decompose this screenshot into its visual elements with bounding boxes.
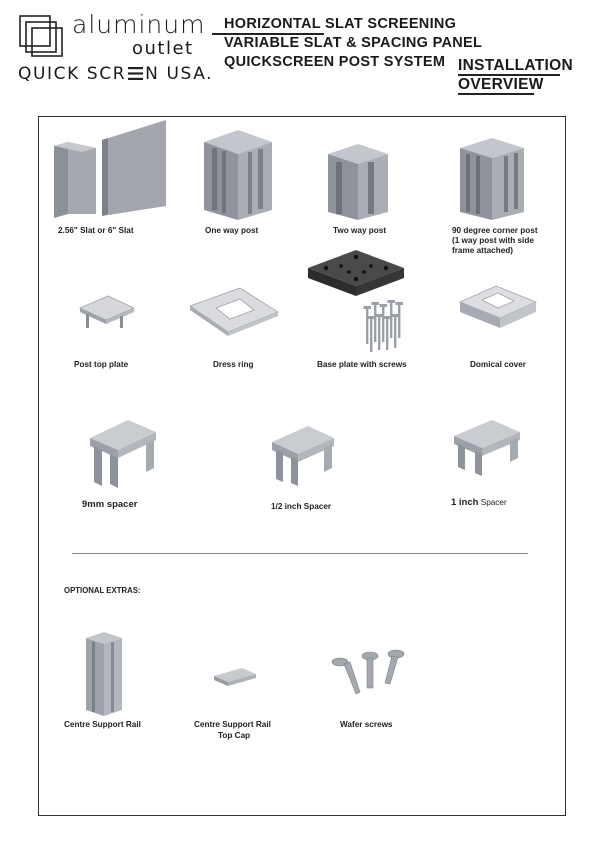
base-plate-illustration <box>304 246 410 354</box>
two-way-post-label: Two way post <box>333 226 387 235</box>
title-line-2: VARIABLE SLAT & SPACING PANEL <box>224 35 483 51</box>
wafer-screws-label: Wafer screws <box>340 720 393 729</box>
post-top-plate-illustration <box>74 290 138 336</box>
brand-name: aluminum <box>72 10 206 39</box>
dress-ring-label: Dress ring <box>213 360 254 369</box>
corner-post-label-3: frame attached) <box>452 246 513 255</box>
slat-label: 2.56" Slat or 6" Slat <box>58 226 134 235</box>
corner-post-illustration <box>454 132 530 220</box>
spacer-1-inch-label: 1 inch Spacer <box>451 497 507 508</box>
centre-support-rail-illustration <box>80 628 128 716</box>
aluminum-outlet-logo <box>18 14 66 58</box>
corner-post-label-1: 90 degree corner post <box>452 226 538 235</box>
title-line-1: HORIZONTAL SLAT SCREENING <box>224 16 457 32</box>
centre-rail-top-cap-label-1: Centre Support Rail <box>194 720 271 729</box>
spacer-9mm-label: 9mm spacer <box>82 499 138 510</box>
overview-underline <box>458 93 534 95</box>
domical-cover-label: Domical cover <box>470 360 526 369</box>
spacer-half-inch-illustration <box>266 420 338 486</box>
title-line-4: INSTALLATION <box>458 57 573 74</box>
post-top-plate-label: Post top plate <box>74 360 129 369</box>
one-way-post-illustration <box>198 124 278 220</box>
centre-rail-top-cap-illustration <box>212 664 258 688</box>
domical-cover-illustration <box>456 282 540 334</box>
spacer-1-inch-illustration <box>448 416 524 476</box>
triple-bar-e-icon <box>128 67 143 80</box>
title-line-3: QUICKSCREEN POST SYSTEM <box>224 54 446 70</box>
one-way-post-label: One way post <box>205 226 259 235</box>
corner-post-label-2: (1 way post with side <box>452 236 534 245</box>
slat-illustration <box>50 118 170 220</box>
title-line-5: OVERVIEW <box>458 76 544 93</box>
centre-support-rail-label: Centre Support Rail <box>64 720 141 729</box>
base-plate-label: Base plate with screws <box>317 360 407 369</box>
spacer-9mm-illustration <box>84 414 160 488</box>
brand-subname: outlet <box>132 38 194 59</box>
dress-ring-illustration <box>186 284 282 342</box>
wafer-screws-illustration <box>330 646 412 700</box>
quickscreen-usa-logo: QUICK SCR N USA. <box>18 64 214 84</box>
two-way-post-illustration <box>322 140 394 220</box>
optional-extras-heading: OPTIONAL EXTRAS: <box>64 586 141 595</box>
section-divider <box>72 553 528 554</box>
spacer-half-inch-label: 1/2 inch Spacer <box>271 502 332 511</box>
centre-rail-top-cap-label-2: Top Cap <box>218 731 251 740</box>
